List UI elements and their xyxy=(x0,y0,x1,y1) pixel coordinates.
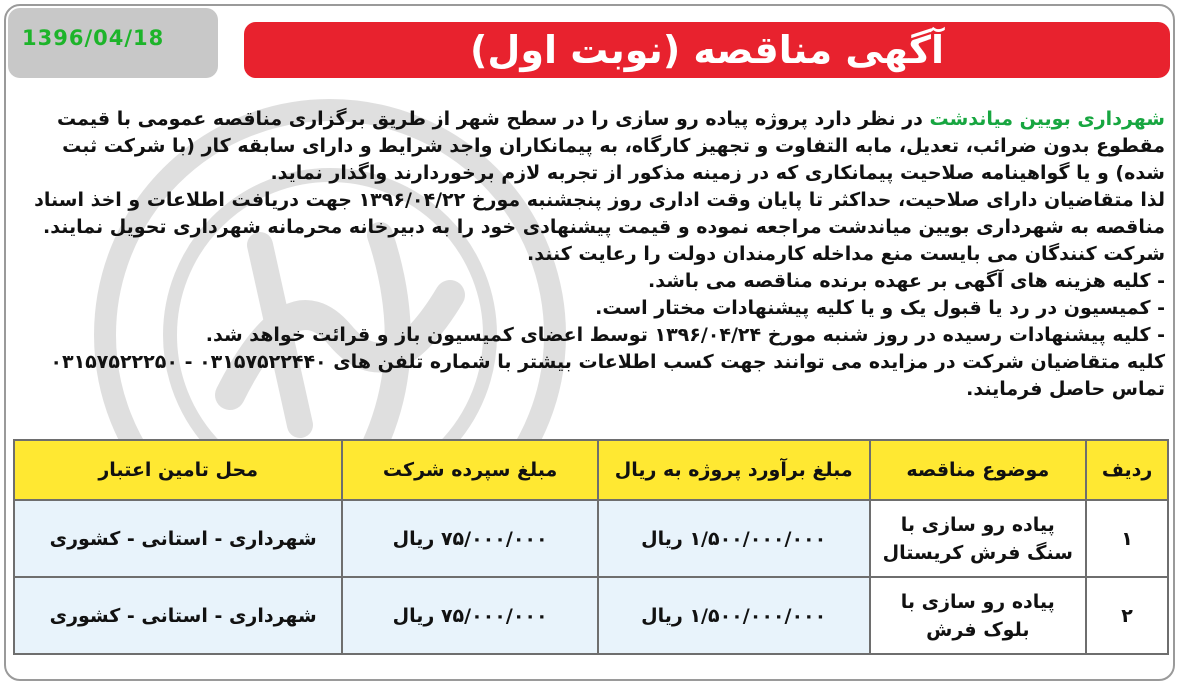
row-subject-line1: پیاده رو سازی با xyxy=(900,513,1055,536)
row-index: ۲ xyxy=(1086,577,1168,654)
paragraph-deadline: لذا متقاضیان دارای صلاحیت، حداکثر تا پایان وقت اداری روز پنجشنبه مورخ ۱۳۹۶/۰۴/۲۲ جهت دریافت اطلاعات و اخذ اسناد مناقصه به شهرداری بویین میاندشت مراجعه نموده و قیمت پیشنهادی خود را به دبیرخانه محرمانه شهرداری تحویل نمایند. xyxy=(34,189,1165,238)
organization-name: شهرداری بویین میاندشت xyxy=(929,108,1165,130)
header-subject: موضوع مناقصه xyxy=(870,440,1087,500)
row-deposit: ۷۵/۰۰۰/۰۰۰ ریال xyxy=(342,500,598,577)
tender-table xyxy=(13,439,1169,655)
row-estimate: ۱/۵۰۰/۰۰۰/۰۰۰ ریال xyxy=(598,577,870,654)
row-subject-line2: سنگ فرش کریستال xyxy=(882,541,1073,564)
table-row xyxy=(14,500,1168,577)
table-header-row xyxy=(14,440,1168,500)
paragraph-contact: کلیه متقاضیان شرکت در مزایده می توانند جهت کسب اطلاعات بیشتر با شماره تلفن های ۰۳۱۵۷۵۲۲۴۴۰ - ۰۳۱۵۷۵۲۲۲۵۰ تماس حاصل فرمایند. xyxy=(50,351,1165,400)
row-estimate: ۱/۵۰۰/۰۰۰/۰۰۰ ریال xyxy=(598,500,870,577)
row-funding: شهرداری - استانی - کشوری xyxy=(14,500,342,577)
paragraph-intro xyxy=(15,106,1165,187)
header-deposit: مبلغ سپرده شرکت xyxy=(342,440,598,500)
date-box xyxy=(8,8,218,78)
header-funding: محل تامین اعتبار xyxy=(14,440,342,500)
row-deposit: ۷۵/۰۰۰/۰۰۰ ریال xyxy=(342,577,598,654)
row-subject-line1: پیاده رو سازی با xyxy=(900,590,1055,613)
paragraph-opening: - کلیه پیشنهادات رسیده در روز شنبه مورخ ۱۳۹۶/۰۴/۲۴ توسط اعضای کمیسیون باز و قرائت خواهد شد. xyxy=(205,324,1165,346)
paragraph-commission: - کمیسیون در رد یا قبول یک و یا کلیه پیشنهادات مختار است. xyxy=(595,297,1165,319)
row-subject-line2: بلوک فرش xyxy=(926,618,1030,641)
header-index: ردیف xyxy=(1086,440,1168,500)
notice-body xyxy=(15,106,1165,403)
title-bar xyxy=(244,22,1170,78)
table-row xyxy=(14,577,1168,654)
row-subject xyxy=(870,577,1087,654)
paragraph-costs: - کلیه هزینه های آگهی بر عهده برنده مناقصه می باشد. xyxy=(648,270,1165,292)
intro-text: در نظر دارد پروژه پیاده رو سازی را در سطح شهر از طریق برگزاری مناقصه عمومی با قیمت مقطوع بدون ضرائب، تعدیل، مابه التفاوت و تجهیز کارگاه، به پیمانکاران واجد شرایط و دارای سابقه کار (با شرکت ثبت شده) و یا گواهینامه صلاحیت پیمانکاری که در زمینه مذکور از تجربه لازم برخوردارند واگذار نماید. xyxy=(57,108,1165,184)
row-index: ۱ xyxy=(1086,500,1168,577)
row-funding: شهرداری - استانی - کشوری xyxy=(14,577,342,654)
header-estimate: مبلغ برآورد پروژه به ریال xyxy=(598,440,870,500)
paragraph-rule: شرکت کنندگان می بایست منع مداخله کارمندان دولت را رعایت کنند. xyxy=(527,243,1165,265)
notice-title: آگهی مناقصه (نوبت اول) xyxy=(470,28,944,72)
publish-date: 1396/04/18 xyxy=(22,26,165,50)
row-subject xyxy=(870,500,1087,577)
